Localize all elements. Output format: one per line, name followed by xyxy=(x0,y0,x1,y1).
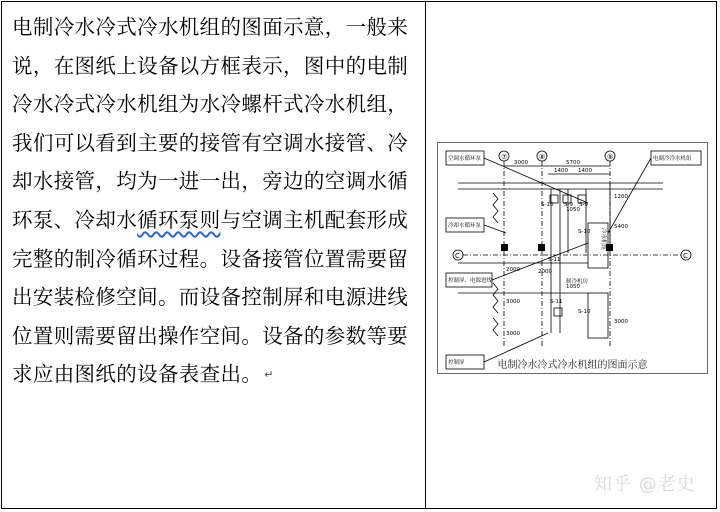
column-mark-3 xyxy=(606,244,613,251)
chiller-drawing-svg xyxy=(438,143,707,373)
column-mark-1 xyxy=(501,244,508,251)
axis-label-7: ⑦ xyxy=(501,153,508,161)
label-cw-pump: 冷却水循环泵 xyxy=(448,223,482,229)
dim-label-7: 1050 xyxy=(566,284,580,290)
pipe-tag-1: S-10 xyxy=(541,202,554,208)
pipe-tag-3: S-9 xyxy=(579,202,588,208)
label-chiller: 电制冷冷水机组 xyxy=(653,156,692,162)
dim-label-6: 1050 xyxy=(566,207,580,213)
label-chiller-room: 制冷机房 xyxy=(566,279,589,285)
chiller-unit-lower xyxy=(588,293,608,338)
label-unit-vertical: 冷水机组 xyxy=(600,228,606,251)
column-divider xyxy=(425,1,426,509)
leader-cw xyxy=(484,225,506,233)
pipe-tag-2: S-9 xyxy=(564,202,573,208)
dim-label-4: 1400 xyxy=(578,168,592,174)
dim-label-2: 5700 xyxy=(566,160,580,166)
spellcheck-marked-text: 循环泵则 xyxy=(137,207,221,232)
dim-label-5: 2000 xyxy=(538,269,552,275)
dim-label-10: 2000 xyxy=(506,267,520,273)
label-chw-pump: 空调水循环泵 xyxy=(448,156,482,162)
axis-label-8: ⑧ xyxy=(539,153,546,161)
paragraph-text-after: 与空调主机配套形成完整的制冷循环过程。设备接管位置需要留出安装检修空间。而设备控制屏和电源进线位置则需要留出操作空间。设备的参数等要求应由图纸的设备表查出。 xyxy=(12,207,409,387)
label-control: 控制屏 xyxy=(448,360,465,366)
label-control-power: 控制屏、电源进线 xyxy=(448,278,493,284)
description-paragraph xyxy=(12,8,420,395)
dim-label-1: 3000 xyxy=(514,160,528,166)
valve-box-4 xyxy=(554,308,562,316)
axis-label-c-right: C xyxy=(683,252,688,260)
dim-label-11: 3000 xyxy=(506,299,520,305)
pipe-tag-5: S-11 xyxy=(550,299,563,305)
pipe-tag-7: S-10 xyxy=(578,309,591,315)
dim-label-12: 3000 xyxy=(506,331,520,337)
dim-label-13: 3000 xyxy=(614,319,628,325)
dim-label-9: 5400 xyxy=(614,224,628,230)
chiller-drawing xyxy=(437,142,708,374)
dim-label-8: 1200 xyxy=(614,194,628,200)
pipe-tag-4: S-11 xyxy=(548,257,561,263)
axis-label-c-left: C xyxy=(455,252,460,260)
dim-label-3: 1400 xyxy=(554,168,568,174)
figure-caption: 电制冷水冷式冷水机组的图面示意 xyxy=(497,360,648,371)
paragraph-text-before: 电制冷水冷式冷水机组的图面示意，一般来说，在图纸上设备以方框表示，图中的电制冷水冷式冷水机组为水冷螺杆式冷水机组，我们可以看到主要的接管有空调水接管、冷却水接管，均为一进一出，旁边的空调水循环泵、冷却水 xyxy=(12,15,409,232)
paragraph-mark-icon: ↵ xyxy=(264,368,274,382)
axis-label-9: ⑨ xyxy=(607,153,614,161)
pump-zigzag-1 xyxy=(493,193,498,223)
pump-zigzag-2 xyxy=(493,283,498,313)
column-mark-2 xyxy=(538,244,545,251)
pump-zigzag-3 xyxy=(493,318,498,336)
pipe-tag-6: S-10 xyxy=(578,229,591,235)
watermark: 知乎 @老史 xyxy=(594,474,696,495)
description-text xyxy=(12,8,420,395)
